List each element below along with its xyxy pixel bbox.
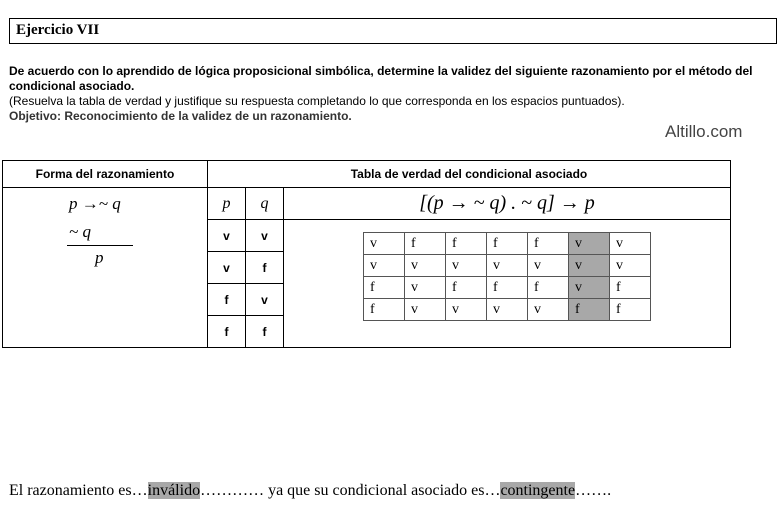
cell: v (487, 299, 528, 321)
answer-sentence (9, 482, 611, 500)
cell: f (364, 299, 405, 321)
cell: f (528, 233, 569, 255)
p-value: f (208, 284, 246, 316)
cell: f (487, 233, 528, 255)
premise-1: p →~ q (69, 194, 121, 213)
cell: v (528, 299, 569, 321)
instruction-line-1: De acuerdo con lo aprendido de lógica proposicional simbólica, determine la validez del siguiente razonamiento por el método del (9, 64, 753, 78)
cell: v (364, 233, 405, 255)
exercise-title: Ejercicio VII (9, 18, 777, 44)
q-value: f (246, 252, 284, 284)
col-header-form: Forma del razonamiento (3, 161, 208, 188)
cell: v (405, 255, 446, 277)
watermark: Altillo.com (665, 122, 743, 141)
cell-main-connective: v (569, 255, 610, 277)
argument-conclusion: p (95, 248, 104, 267)
q-value: v (246, 284, 284, 316)
cell: f (610, 277, 651, 299)
objective-line: Objetivo: Reconocimiento de la validez de un razonamiento. (9, 109, 352, 123)
premise-2: ~ q (69, 222, 91, 241)
cell: v (528, 255, 569, 277)
p-value: v (208, 220, 246, 252)
q-value: v (246, 220, 284, 252)
cell-main-connective: v (569, 233, 610, 255)
answer-type: contingente (500, 482, 576, 499)
cell: v (610, 255, 651, 277)
instruction-line-2: condicional asociado. (9, 79, 135, 93)
table-row (364, 233, 651, 255)
cell: v (610, 233, 651, 255)
cell: v (446, 299, 487, 321)
p-header: p (208, 188, 246, 220)
answer-validity: inválido (147, 482, 201, 499)
cell: v (364, 255, 405, 277)
answer-suffix: ……. (575, 482, 612, 499)
cell: v (405, 277, 446, 299)
instructions (9, 64, 779, 124)
col-header-truth-table: Tabla de verdad del condicional asociado (208, 161, 731, 188)
p-value: v (208, 252, 246, 284)
cell: f (610, 299, 651, 321)
table-row (364, 299, 651, 321)
table-row (364, 277, 651, 299)
cell: f (446, 233, 487, 255)
p-value: f (208, 316, 246, 348)
cell: v (487, 255, 528, 277)
cell: v (446, 255, 487, 277)
cell: f (446, 277, 487, 299)
conclusion-line (67, 245, 133, 246)
table-row (364, 255, 651, 277)
q-value: f (246, 316, 284, 348)
argument-form (3, 188, 208, 348)
cell: f (528, 277, 569, 299)
cell: f (364, 277, 405, 299)
cell: v (405, 299, 446, 321)
cell-main-connective: v (569, 277, 610, 299)
q-header: q (246, 188, 284, 220)
cell-main-connective: f (569, 299, 610, 321)
formula-header: [(p → ~ q) . ~ q] → p (284, 188, 731, 220)
truth-table (2, 160, 731, 348)
answer-prefix: El razonamiento es… (9, 482, 148, 499)
truth-values-area (284, 220, 731, 348)
cell: f (405, 233, 446, 255)
truth-values-grid (363, 232, 651, 321)
cell: f (487, 277, 528, 299)
instruction-line-3: (Resuelva la tabla de verdad y justifique su respuesta completando lo que corresponda en los espacios puntuados). (9, 94, 625, 108)
answer-middle: ………… ya que su condicional asociado es… (200, 482, 501, 499)
